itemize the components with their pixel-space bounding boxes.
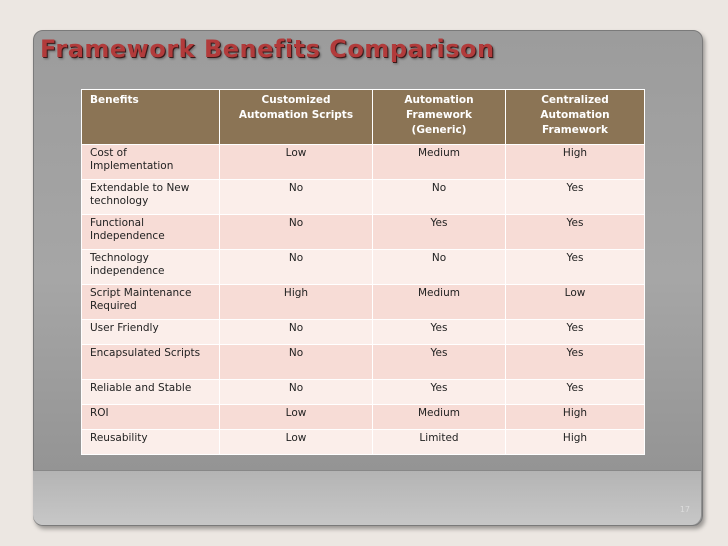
customized-cell: No <box>220 215 373 250</box>
generic-cell: Yes <box>373 320 506 345</box>
centralized-cell: Yes <box>506 320 645 345</box>
page-number: 17 <box>679 505 690 514</box>
centralized-cell: Yes <box>506 180 645 215</box>
table-row <box>82 145 645 180</box>
generic-cell: Yes <box>373 380 506 405</box>
generic-cell: Medium <box>373 405 506 430</box>
table-row <box>82 285 645 320</box>
customized-cell: No <box>220 380 373 405</box>
header-centralized: Centralized Automation Framework <box>506 90 645 145</box>
centralized-cell: Yes <box>506 250 645 285</box>
centralized-cell: Yes <box>506 215 645 250</box>
customized-cell: No <box>220 345 373 380</box>
table-row <box>82 320 645 345</box>
generic-cell: No <box>373 250 506 285</box>
table-row <box>82 380 645 405</box>
benefit-cell: Technology independence <box>82 250 220 285</box>
table-row <box>82 405 645 430</box>
customized-cell: Low <box>220 145 373 180</box>
slide-title: Framework Benefits Comparison <box>40 35 495 63</box>
centralized-cell: Yes <box>506 345 645 380</box>
benefit-cell: ROI <box>82 405 220 430</box>
centralized-cell: Low <box>506 285 645 320</box>
generic-cell: Medium <box>373 145 506 180</box>
centralized-cell: Yes <box>506 380 645 405</box>
centralized-cell: High <box>506 145 645 180</box>
benefit-cell: Reusability <box>82 430 220 455</box>
slide-footer-band <box>33 470 701 525</box>
benefit-cell: Reliable and Stable <box>82 380 220 405</box>
benefit-cell: Cost of Implementation <box>82 145 220 180</box>
customized-cell: Low <box>220 430 373 455</box>
table-row <box>82 250 645 285</box>
header-benefits: Benefits <box>82 90 220 145</box>
centralized-cell: High <box>506 430 645 455</box>
table-row <box>82 215 645 250</box>
header-generic: Automation Framework (Generic) <box>373 90 506 145</box>
benefit-cell: Script Maintenance Required <box>82 285 220 320</box>
comparison-table <box>81 89 645 455</box>
generic-cell: No <box>373 180 506 215</box>
generic-cell: Medium <box>373 285 506 320</box>
customized-cell: No <box>220 180 373 215</box>
table-row <box>82 180 645 215</box>
benefit-cell: Encapsulated Scripts <box>82 345 220 380</box>
benefit-cell: Extendable to New technology <box>82 180 220 215</box>
customized-cell: No <box>220 250 373 285</box>
customized-cell: Low <box>220 405 373 430</box>
generic-cell: Yes <box>373 215 506 250</box>
centralized-cell: High <box>506 405 645 430</box>
benefit-cell: Functional Independence <box>82 215 220 250</box>
table-header-row <box>82 90 645 145</box>
generic-cell: Yes <box>373 345 506 380</box>
table-row <box>82 345 645 380</box>
generic-cell: Limited <box>373 430 506 455</box>
customized-cell: No <box>220 320 373 345</box>
benefit-cell: User Friendly <box>82 320 220 345</box>
table-row <box>82 430 645 455</box>
customized-cell: High <box>220 285 373 320</box>
header-customized: Customized Automation Scripts <box>220 90 373 145</box>
